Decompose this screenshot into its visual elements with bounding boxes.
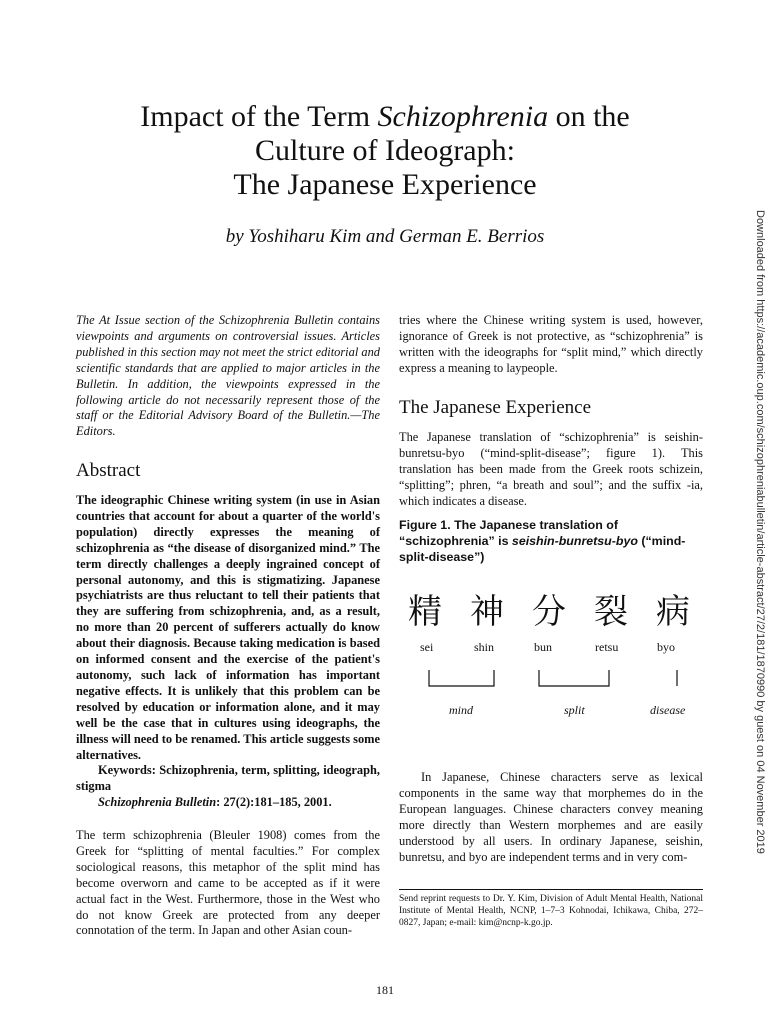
gloss-disease: disease [650, 703, 686, 717]
left-para-text: The term schizophrenia (Bleuler 1908) comes from the Greek for “splitting of mental faculties.” For complex sociological reasons, this metaphor of the split mind has become overworn and came to be accepted as if it were actual fact in the West. Furthermore, those in the West who do not know Greek are protected from any deeper connotation of the term. In Japan and other Asian coun- [76, 828, 380, 938]
romaji-byo: byo [657, 640, 675, 654]
romaji-bun: bun [534, 640, 552, 654]
right-para-2-text: The Japanese translation of “schizophrenia” is seishin-bunretsu-byo (“mind-split-disease”; figure 1). This translation has been made from the Greek roots schizein, “splitting”; phren, “a breath and soul”; and the suffix -ia, which indicates a disease. [399, 430, 703, 508]
romaji-shin: shin [474, 640, 495, 654]
figure-caption-term: seishin-bunretsu-byo [511, 534, 638, 548]
title-term: Schizophrenia [377, 100, 549, 133]
authors: by Yoshiharu Kim and German E. Berrios [225, 226, 545, 247]
title-line3: The Japanese Experience [233, 168, 537, 201]
right-para-3-text: In Japanese, Chinese characters serve as lexical components in the same way that morphemes do in the European languages. Chinese characters convey meaning more directly than Western morphemes and are easily understood by all users. In ordinary Japanese, seishin, bunretsu, and byo are independent terms and in very com- [399, 770, 703, 864]
right-paragraph-2 [399, 430, 703, 510]
kanji-byo: 病 [656, 594, 690, 631]
abstract-body [76, 493, 380, 811]
figure-caption [399, 517, 709, 565]
figure-caption-pre: Figure 1. The Japanese translation of “schizophrenia” is [399, 518, 618, 548]
citation [76, 795, 380, 811]
bracket-split [539, 670, 609, 686]
footnote: Send reprint requests to Dr. Y. Kim, Division of Adult Mental Health, National Institute of Mental Health, NCNP, 1–7–3 Kohnodai, Ichikawa, Chiba, 272–0827, Japan; e-mail: kim@ncnp-k.go.jp. [399, 894, 703, 928]
download-watermark-text: Downloaded from https://academic.oup.com/schizophreniabulletin/article-abstract/27/2/181/1870990 by guest on 04 November 2019 [754, 210, 766, 854]
keywords: Keywords: Schizophrenia, term, splitting, ideograph, stigma [76, 763, 380, 794]
left-body-paragraph [76, 828, 380, 939]
abstract-text: The ideographic Chinese writing system (in use in Asian countries that account for about a quarter of the world's population) directly expresses the meaning of schizophrenia as “the disease of disorganized mind.” The term directly challenges a deeply ingrained concept of personal autonomy, and this is stigmatizing. Japanese psychiatrists are thus reluctant to tell their patients that they are suffering from schizophrenia, and, as a result, no more than 20 percent of sufferers actually do know about their diagnosis. Because taking medication is based on informed consent and the exercise of the patient's autonomy, such lack of information has important negative effects. It is unlikely that this problem can be resolved by education or information alone, and it may well be the case that in cultures using ideographs, the illness will need to be renamed. This article suggests some alternatives. [76, 493, 380, 762]
citation-rest: : 27(2):181–185, 2001. [216, 795, 332, 810]
footnote-divider [399, 889, 703, 890]
title-line1-post: on the [548, 100, 630, 133]
right-paragraph-1 [399, 313, 703, 377]
bracket-mind [429, 670, 494, 686]
editor-note [76, 313, 380, 440]
figure-caption-post: (“mind-split-disease”) [399, 534, 686, 564]
title-line2: Culture of Ideograph: [255, 134, 515, 167]
figure-kanji-row [399, 584, 699, 633]
gloss-split: split [564, 703, 585, 717]
romaji-retsu: retsu [595, 640, 619, 654]
title-line1-pre: Impact of the Term [140, 100, 378, 133]
right-paragraph-3 [399, 770, 703, 865]
section-heading: The Japanese Experience [399, 397, 592, 418]
kanji-bun: 分 [532, 594, 566, 631]
kanji-retsu: 裂 [594, 594, 628, 631]
romaji-sei: sei [420, 640, 434, 654]
figure-brackets [399, 668, 709, 690]
gloss-mind: mind [449, 703, 473, 717]
abstract-heading: Abstract [76, 460, 141, 481]
right-para-1-text: tries where the Chinese writing system is used, however, ignorance of Greek is not protective, as “schizophrenia” is written with the ideographs for “split mind,” which directly express a meaning to laypeople. [399, 313, 703, 375]
citation-journal: Schizophrenia Bulletin [98, 795, 217, 810]
kanji-sei: 精 [408, 594, 442, 631]
article-title [0, 100, 770, 202]
download-watermark [754, 210, 768, 854]
editor-note-text: The At Issue section of the Schizophrenia Bulletin contains viewpoints and arguments on controversial issues. Articles published in this section may not meet the strict editorial and scientific standards that are applied to major articles in the Bulletin. In addition, the viewpoints expressed in the following article do not necessarily represent those of the staff or the Editorial Advisory Board of the Bulletin.—The Editors. [76, 313, 380, 439]
page-number: 181 [376, 983, 394, 997]
kanji-shin: 神 [470, 594, 504, 631]
